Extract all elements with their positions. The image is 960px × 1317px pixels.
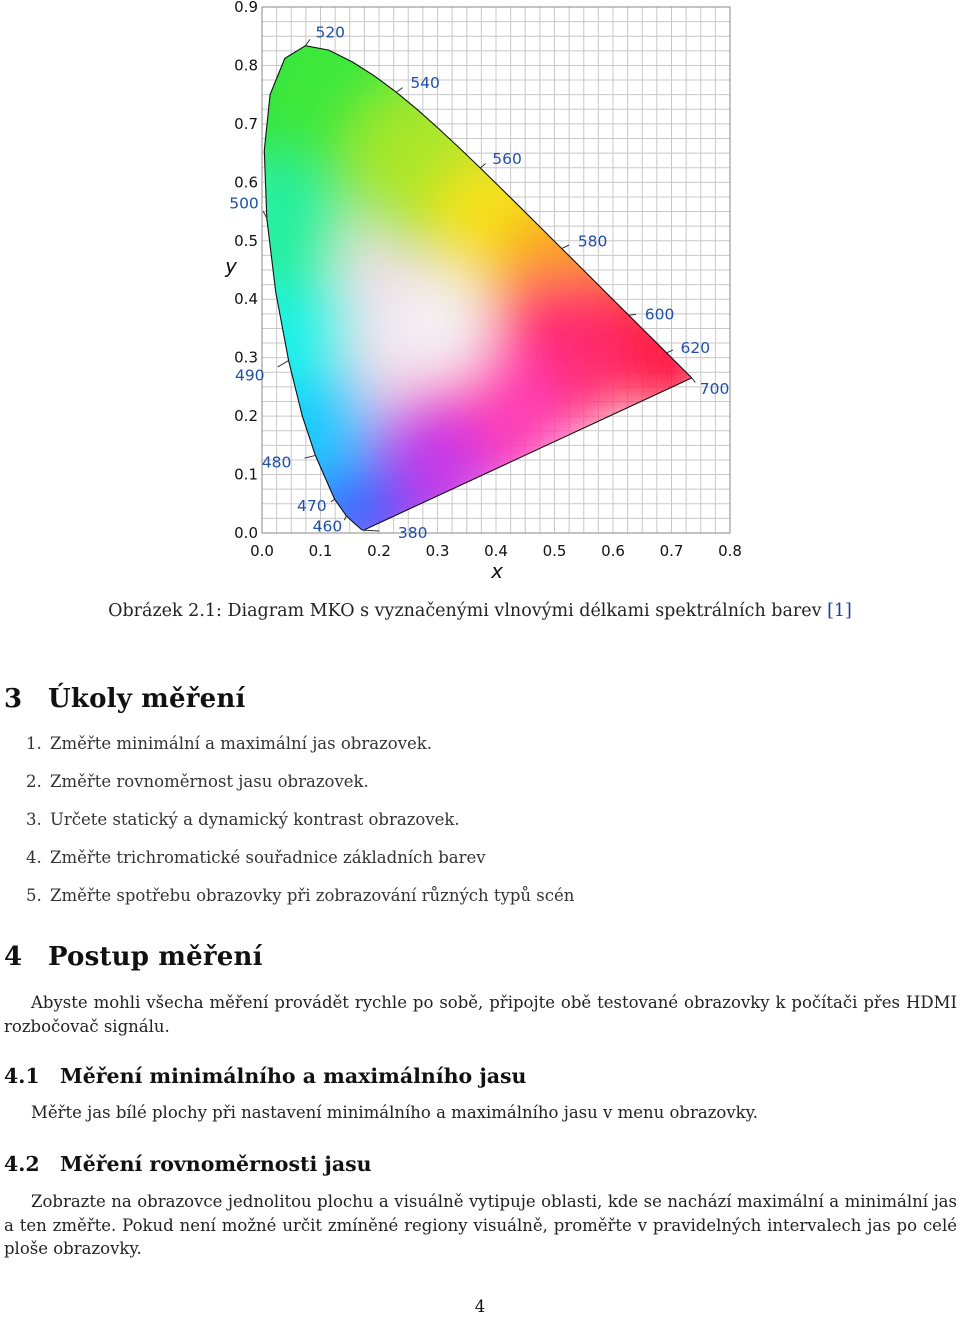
page-number: 4 [474, 1297, 486, 1316]
wavelength-label-460: 460 [312, 517, 343, 536]
wavelength-label-700: 700 [699, 379, 730, 398]
task-item-4: 4. Změřte trichromatické souřadnice základních barev [26, 848, 486, 867]
section-4-heading [4, 942, 263, 972]
y-tick-label: 0.4 [234, 290, 258, 309]
section-title: Úkoly měření [48, 684, 246, 714]
x-tick-label: 0.5 [542, 542, 567, 560]
wavelength-label-490: 490 [234, 366, 265, 385]
y-tick-label: 0.2 [234, 407, 258, 426]
x-tick-label: 0.8 [718, 542, 742, 560]
wavelength-tick [396, 88, 402, 93]
task-item-5: 5. Změřte spotřebu obrazovky při zobrazování různých typů scén [26, 886, 575, 905]
y-tick-label: 0.9 [234, 0, 258, 16]
subsection-4-1-text: Měřte jas bílé plochy při nastavení minimálního a maximálního jasu v menu obrazovky. [31, 1103, 759, 1122]
y-tick-label: 0.0 [234, 524, 258, 542]
citation-link[interactable]: [1] [827, 601, 852, 621]
gamut-color-fill [183, 0, 716, 565]
y-tick-label: 0.7 [234, 114, 258, 133]
wavelength-tick [364, 530, 379, 531]
wavelength-label-500: 500 [229, 194, 259, 213]
subsection-4-1-heading: 4.1 Měření minimálního a maximálního jasu [4, 1064, 527, 1088]
gamut-color-blob [383, 273, 493, 383]
wavelength-label-380: 380 [397, 524, 428, 543]
wavelength-label-470: 470 [297, 497, 327, 516]
wavelength-label-620: 620 [680, 338, 711, 357]
subsection-4-2-text: Zobrazte na obrazovce jednolitou plochu a visuálně vytipuje oblasti, kde se nachází maximální a minimální jas a ten změřte. Pokud není možné určit zmíněné regiony visuálně, proměřte v pravidelných intervalech jas po celé ploše obrazovky. [4, 1192, 957, 1258]
wavelength-tick [562, 245, 569, 249]
y-tick-label: 0.1 [234, 465, 258, 484]
wavelength-label-540: 540 [410, 74, 440, 93]
x-tick-label: 0.2 [367, 542, 391, 560]
figure-caption: Obrázek 2.1: Diagram MKO s vyznačenými vlnovými délkami spektrálních barev [1] [108, 601, 852, 621]
wavelength-label-520: 520 [315, 23, 346, 42]
x-tick-label: 0.3 [425, 542, 450, 560]
wavelength-label-580: 580 [577, 232, 608, 251]
wavelength-tick [278, 361, 289, 367]
x-axis-label: x [491, 559, 503, 583]
task-item-2: 2. Změřte rovnoměrnost jasu obrazovek. [26, 772, 369, 791]
x-tick-label: 0.0 [250, 542, 274, 560]
section-title: Postup měření [48, 942, 263, 972]
x-tick-label: 0.7 [659, 542, 684, 560]
section-3-heading [4, 684, 246, 714]
wavelength-tick [331, 499, 335, 502]
y-tick-label: 0.6 [234, 173, 258, 192]
y-axis-label: y [225, 254, 237, 278]
x-tick-label: 0.1 [308, 542, 333, 560]
y-tick-label: 0.5 [234, 231, 258, 250]
y-tick-label: 0.3 [234, 348, 258, 367]
x-tick-label: 0.6 [601, 542, 625, 560]
task-item-3: 3. Určete statický a dynamický kontrast obrazovek. [26, 810, 460, 829]
section-number: 4 [4, 942, 23, 972]
wavelength-tick [629, 314, 636, 315]
subsection-4-2-heading: 4.2 Měření rovnoměrnosti jasu [4, 1152, 372, 1176]
y-axis-ticks [234, 0, 258, 542]
wavelength-label-600: 600 [644, 305, 675, 324]
wavelength-label-560: 560 [492, 150, 522, 169]
gamut-color-blob [210, 159, 350, 299]
section-4-intro: Abyste mohli všecha měření provádět rychle po sobě, připojte obě testované obrazovky k počítači přes HDMI rozbočovač signálu. [4, 993, 957, 1036]
y-tick-label: 0.8 [234, 56, 258, 75]
x-axis-ticks [250, 542, 742, 560]
x-tick-label: 0.4 [484, 542, 508, 560]
cie-chromaticity-diagram [0, 0, 960, 590]
section-number: 3 [4, 684, 23, 714]
wavelength-label-480: 480 [261, 453, 292, 472]
task-item-1: 1. Změřte minimální a maximální jas obrazovek. [26, 734, 433, 753]
wavelength-tick [692, 378, 696, 383]
